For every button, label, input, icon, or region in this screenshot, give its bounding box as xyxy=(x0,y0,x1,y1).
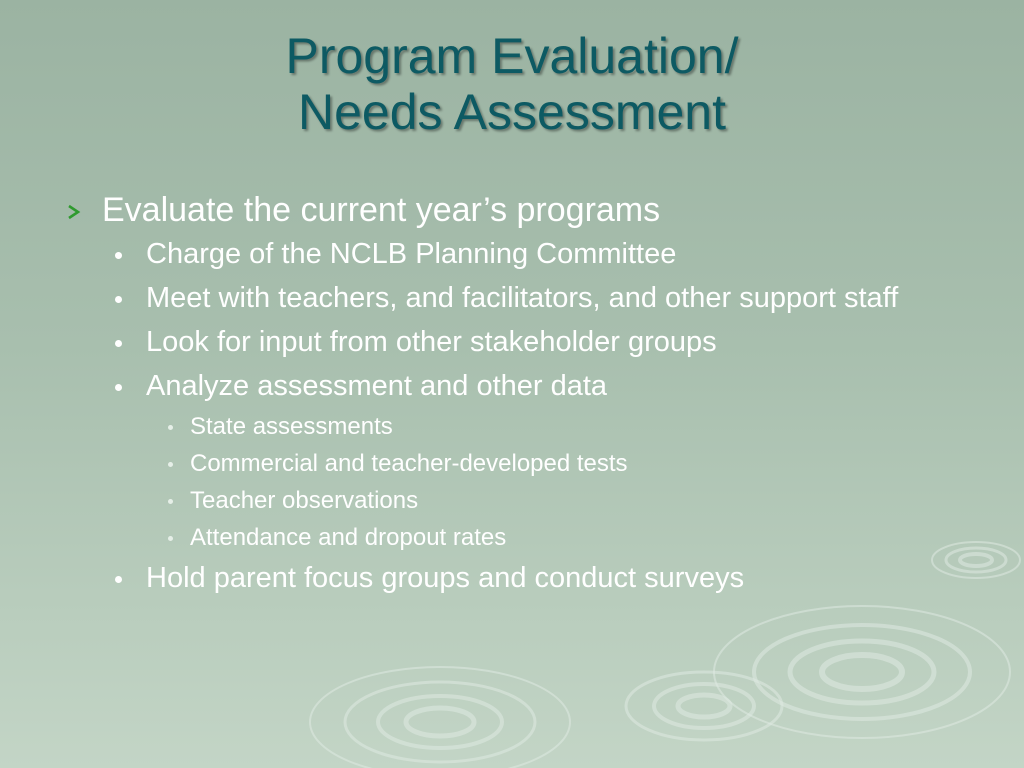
round-bullet-icon xyxy=(115,252,122,259)
arrow-bullet-icon xyxy=(66,204,82,220)
small-bullet-icon xyxy=(168,425,173,430)
round-bullet-icon xyxy=(115,384,122,391)
round-bullet-icon xyxy=(115,340,122,347)
sub-bullet-text: Analyze assessment and other data xyxy=(146,370,608,402)
title-line-2: Needs Assessment xyxy=(298,84,726,140)
main-bullet-item xyxy=(60,188,980,232)
sub-bullet-item xyxy=(146,280,976,316)
sub-bullet-item xyxy=(146,236,976,272)
sub-bullet-item xyxy=(146,368,976,404)
small-bullet-icon xyxy=(168,536,173,541)
sub-bullet-text: Look for input from other stakeholder groups xyxy=(146,326,717,358)
sub-bullet-text: Charge of the NCLB Planning Committee xyxy=(146,238,677,270)
sub-sub-bullet-item xyxy=(190,523,980,553)
sub-bullet-item xyxy=(146,324,976,360)
sub-sub-bullet-item xyxy=(190,449,980,479)
sub-sub-bullet-text: State assessments xyxy=(190,413,393,440)
sub-bullet-item xyxy=(146,560,976,596)
round-bullet-icon xyxy=(115,576,122,583)
sub-sub-bullet-item xyxy=(190,486,980,516)
main-bullet-text: Evaluate the current year’s programs xyxy=(102,191,661,229)
sub-sub-bullet-text: Attendance and dropout rates xyxy=(190,524,507,551)
sub-bullet-text: Meet with teachers, and facilitators, and other support staff xyxy=(146,282,899,314)
small-bullet-icon xyxy=(168,499,173,504)
title-line-1: Program Evaluation/ xyxy=(285,28,739,84)
sub-sub-bullet-text: Commercial and teacher-developed tests xyxy=(190,450,628,477)
sub-sub-bullet-item xyxy=(190,412,980,442)
sub-bullet-text: Hold parent focus groups and conduct surveys xyxy=(146,562,745,594)
small-bullet-icon xyxy=(168,462,173,467)
bullet-list xyxy=(60,188,980,604)
slide-title xyxy=(0,28,1024,140)
sub-sub-bullet-text: Teacher observations xyxy=(190,487,419,514)
round-bullet-icon xyxy=(115,296,122,303)
